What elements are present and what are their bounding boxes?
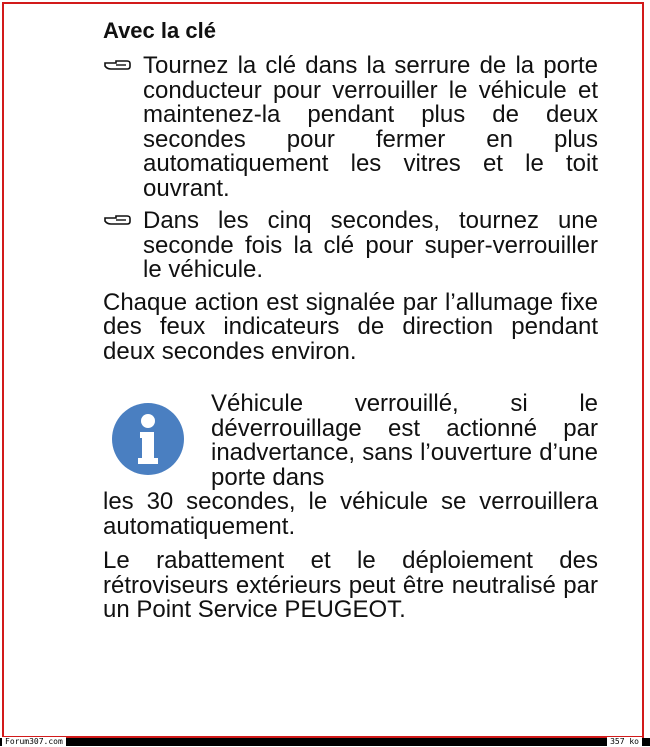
footer-size: 357 ko bbox=[607, 737, 642, 747]
footer-bar bbox=[0, 738, 650, 746]
info-icon bbox=[111, 402, 185, 476]
mirrors-paragraph: Le rabattement et le déploiement des rétroviseurs extérieurs peut être neutralisé par un Point Service PEUGEOT. bbox=[103, 547, 598, 623]
pointing-hand-icon bbox=[103, 57, 133, 73]
info-note bbox=[103, 392, 598, 539]
section-title: Avec la clé bbox=[103, 18, 216, 43]
info-tail-text: les 30 secondes, le véhicule se verrouillera automatiquement. bbox=[103, 488, 598, 540]
bullet-item bbox=[103, 54, 598, 201]
footer-source: Forum307.com bbox=[2, 737, 66, 747]
manual-section bbox=[103, 14, 598, 623]
signal-paragraph: Chaque action est signalée par l’allumage fixe des feux indicateurs de direction pendant deux secondes environ. bbox=[103, 288, 598, 365]
info-lead-text: Véhicule verrouillé, si le déverrouillage est actionné par inadvertance, sans l’ouverture d’une porte dans bbox=[211, 390, 598, 491]
bullet-item bbox=[103, 209, 598, 283]
bullet-text: Dans les cinq secondes, tournez une seconde fois la clé pour super-verrouiller le véhicule. bbox=[143, 207, 598, 283]
bullet-text: Tournez la clé dans la serrure de la porte conducteur pour verrouiller le véhicule et maintenez-la pendant plus de deux secondes pour fermer en plus automatiquement les vitres et le toit ouvrant. bbox=[143, 52, 598, 202]
pointing-hand-icon bbox=[103, 212, 133, 228]
